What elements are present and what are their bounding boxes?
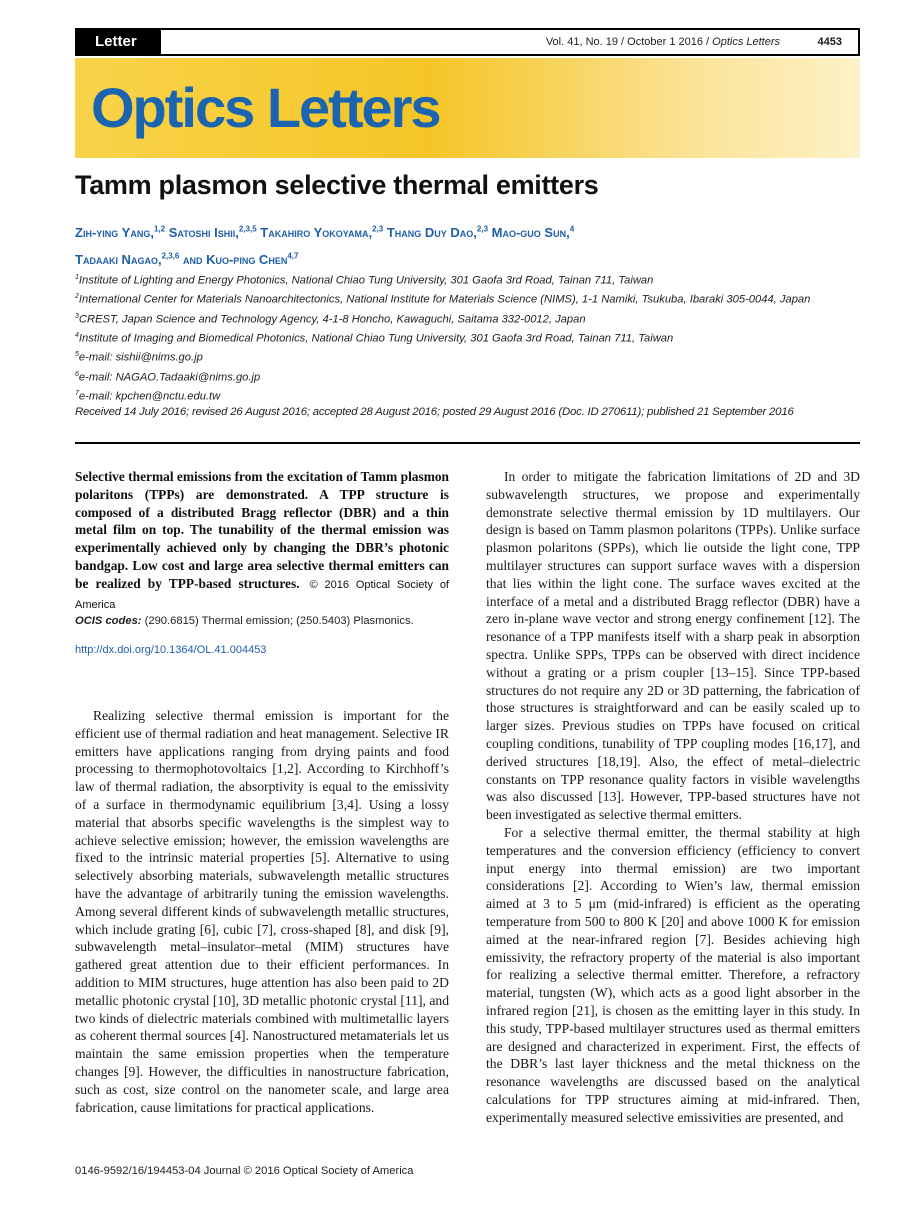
- author: and Kuo-ping Chen$^{4,7}$: [182, 251, 299, 267]
- affiliation: $^4$Institute of Imaging and Biomedical Photonics, National Chiao Tung University, 301 Gaofa 3rd Road, Tainan 711, Taiwan: [75, 331, 674, 345]
- paragraph: In order to mitigate the fabrication limitations of 2D and 3D subwavelength structures, we propose and experimentally demonstrate selective thermal emission by 1D multilayers. Our design is based on Tamm plasmon polaritons (TPPs). Unlike surface plasmon polaritons (SPPs), which lie outside the light cone, TPP multilayer structures can support surface waves with a dispersion that lies within the light cone. The surface waves excited at the interface of a metal and a distributed Bragg reflector (DBR) have a zero in-plane wave vector and strong energy confinement [12]. The resonance of a TPP manifests itself with a sharp peak in absorption spectra. Unlike SPPs, TPPs can be observed with direct incidence without a grating or a prism coupler [13–15]. Since TPP-based structures do not require any 2D or 3D patterning, the fabrication of those structures is straightforward and can be easily scaled up to larger sizes. Previous studies on TPPs have focused on critical coupling conditions, tunability of TPP coupling modes [16,17], and derived structures [18,19]. Also, the effect of metal–dielectric constants on TPP resonance quality factors in visible wavelengths was also discussed [13]. However, TPP-based structures have not been investigated as selective thermal emitters.: [486, 469, 860, 823]
- doi-link[interactable]: http://dx.doi.org/10.1364/OL.41.004453: [75, 644, 267, 656]
- paragraph: Realizing selective thermal emission is important for the efficient use of thermal radiation and heat management. Selective IR emitters have applications ranging from drying paints and food processing to thermophotovoltaics [1,2]. According to Kirchhoff’s law of thermal radiation, the absorptivity is equal to the emissivity of a surface in thermodynamic equilibrium [3,4]. Using a lossy material that absorbs specific wavelengths is the simplest way to achieve selective emission; however, the emission wavelengths are fixed to the intrinsic material properties [5]. Alternative to using selectively absorbing materials, subwavelength metallic structures have the advantage of arbitrarily tuning the emission wavelengths. Among several different kinds of subwavelength metallic structures, which include grating [6], cubic [7], cross-shaped [8], and disk [9], subwavelength metal–insulator–metal (MIM) structures have gathered great attention due to their efficient performances. In addition to MIM structures, huge attention has also been paid to 2D metallic photonic crystal [10], 3D metallic photonic crystal [11], and two kinds of dielectric materials combined with multimetallic layers as coherent thermal sources [4]. Nanostructured metamaterials let us maintain the same emission properties when the temperature changes [9]. However, the difficulties in nanostructure fabrication, such as cost, size control on the nanometer scale, and large area fabrication, cause limitations for practical applications.: [75, 708, 449, 1115]
- paper-title: Tamm plasmon selective thermal emitters: [75, 170, 599, 200]
- footer-copyright: 0146-9592/16/194453-04 Journal © 2016 Optical Society of America: [75, 1165, 414, 1177]
- email: $^5$e-mail: sishii@nims.go.jp: [75, 351, 203, 365]
- ocis-label: OCIS codes:: [75, 615, 142, 627]
- abstract: [75, 468, 449, 614]
- journal-header-bar: [75, 28, 860, 56]
- journal-logo: Optics Letters: [91, 76, 440, 139]
- affiliation: $^3$CREST, Japan Science and Technology Agency, 4-1-8 Honcho, Kawaguchi, Saitama 332-0012, Japan: [75, 312, 586, 326]
- body-column-right: [486, 468, 860, 1126]
- author: Tadaaki Nagao,$^{2,3,6}$: [75, 251, 180, 267]
- journal-name: Optics Letters: [712, 36, 780, 48]
- issue-meta: [546, 30, 780, 54]
- issue-meta-text: Vol. 41, No. 19 / October 1 2016 /: [545, 36, 713, 48]
- section-tab: Letter: [77, 30, 161, 54]
- copyright-notice: © 2016 Optical Society of America: [75, 578, 449, 611]
- author: Thang Duy Dao,$^{2,3}$: [386, 225, 489, 241]
- journal-banner: [75, 58, 860, 158]
- email: $^6$e-mail: NAGAO.Tadaaki@nims.go.jp: [75, 370, 261, 384]
- author: Mao-guo Sun,$^4$: [491, 225, 575, 241]
- email: $^7$e-mail: kpchen@nctu.edu.tw: [75, 389, 221, 403]
- body-column-left: [75, 707, 449, 1116]
- affiliation: $^1$Institute of Lighting and Energy Photonics, National Chiao Tung University, 301 Gaofa 3rd Road, Tainan 711, Taiwan: [75, 274, 654, 287]
- affiliations: [75, 270, 860, 405]
- abstract-text: Selective thermal emissions from the excitation of Tamm plasmon polaritons (TPPs) are demonstrated. A TPP structure is composed of a distributed Bragg reflector (DBR) and a thin metal film on top. The tunability of the thermal emission was experimentally achieved only by changing the DBR’s photonic bandgap. Low cost and large area selective thermal emitters can be realized by TPP-based structures.: [75, 469, 449, 591]
- divider: [75, 442, 860, 444]
- page-number: 4453: [817, 36, 842, 48]
- paragraph: For a selective thermal emitter, the thermal stability at high temperatures and the conversion efficiency (efficiency to convert input energy into thermal emission) are two important considerations [2]. According to Wien’s law, thermal emission aimed at 3 to 5 μm (mid-infrared) is efficient as the operating temperature from 500 to 800 K [20] and above 1000 K for emission aimed at the near-infrared region [7]. Besides achieving high emissivity, the refractory property of the material is also important for realizing a selective thermal emitter. Therefore, a refractory material, tungsten (W), which acts as a good light absorber in the infrared region [21], is chosen as the emitting layer in this study. In this study, TPP-based multilayer structures used as thermal emitters are designed and characterized in experiment. First, the effects of the DBR’s last layer thickness and the metal thickness on the resonance wavelengths are discussed based on the analytical calculations for TPP structures aiming at mid-infrared. Then, experimentally measured selective emissivities are presented, and: [486, 824, 860, 1125]
- author: Zih-ying Yang,$^{1,2}$: [75, 225, 166, 241]
- ocis-text: (290.6815) Thermal emission; (250.5403) Plasmonics.: [144, 615, 414, 627]
- affiliation: $^2$International Center for Materials Nanoarchitectonics, National Institute for Materials Science (NIMS), 1-1 Namiki, Tsukuba, Ibaraki 305-0044, Japan: [75, 293, 811, 307]
- ocis-codes: [75, 615, 449, 627]
- author: Takahiro Yokoyama,$^{2,3}$: [260, 225, 384, 241]
- author-list: [75, 218, 860, 271]
- received-dates: Received 14 July 2016; revised 26 August 2016; accepted 28 August 2016; posted 29 August 2016 (Doc. ID 270611); published 21 September 2016: [75, 406, 794, 418]
- author: Satoshi Ishii,$^{2,3,5}$: [168, 225, 257, 241]
